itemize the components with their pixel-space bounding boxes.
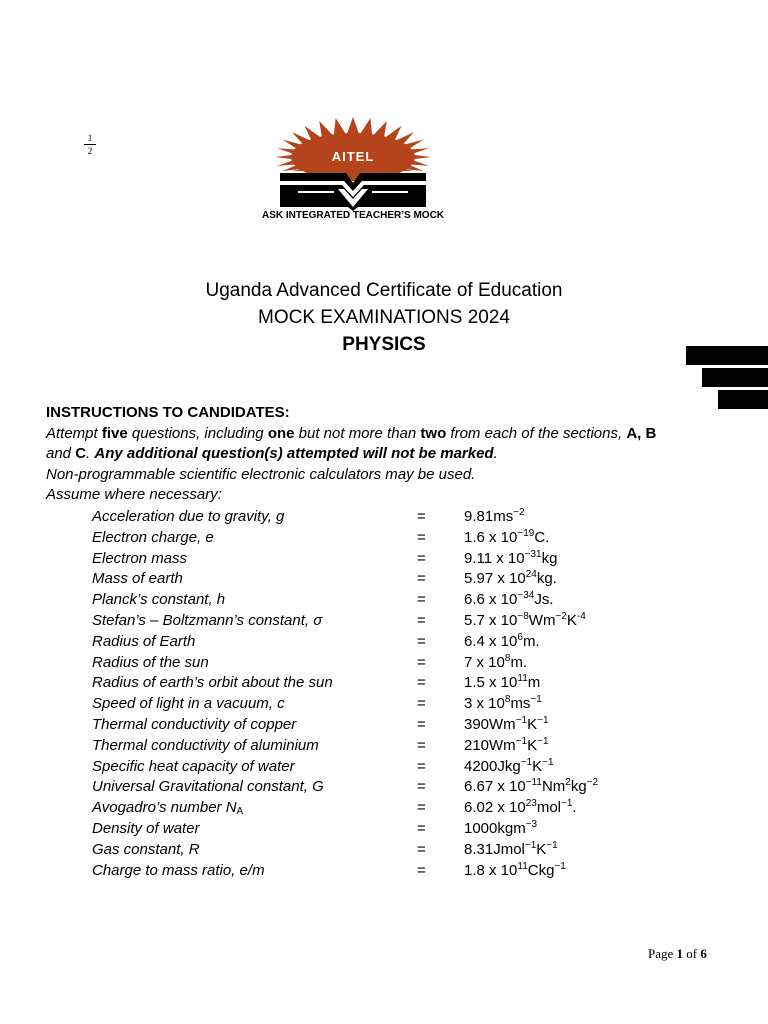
equals-sign: =: [417, 715, 426, 733]
equals-sign: =: [417, 611, 426, 629]
constant-label: Density of water: [92, 819, 200, 837]
exam-board-title: Uganda Advanced Certificate of Education: [205, 280, 563, 301]
equals-sign: =: [417, 549, 426, 567]
constant-value: 6.6 x $10^{-34}Js$.: [464, 590, 554, 609]
constant-row: [92, 590, 732, 611]
fraction-denominator: 2: [87, 146, 93, 156]
constant-value: 5.97 x $10^{24}kg$.: [464, 569, 557, 588]
constant-row: [92, 819, 732, 840]
instructions-block: [46, 403, 736, 506]
equals-sign: =: [417, 591, 426, 609]
redaction-bar-1: [686, 346, 768, 365]
constant-label: Stefan’s – Boltzmann’s constant, σ: [92, 611, 323, 629]
page-number: Page 1 of 6: [648, 946, 707, 961]
constant-row: [92, 715, 732, 736]
constant-value: 7 x $10^8m$.: [464, 652, 528, 671]
constant-label: Specific heat capacity of water: [92, 757, 295, 775]
constant-value: $390Wm^{-1}K^{-1}$: [464, 714, 549, 733]
constant-row: [92, 569, 732, 590]
constant-label: Planck’s constant, h: [92, 591, 226, 609]
instruction-line-3: Non-programmable scientific electronic calculators may be used.: [46, 465, 476, 483]
constant-value: 3 x $10^8ms^{-1}$: [464, 694, 542, 713]
aitel-logo: [258, 115, 448, 213]
constant-value: 1.5 x $10^{11}m$: [464, 673, 541, 692]
constant-label: Mass of earth: [92, 570, 183, 588]
fraction-bar: [84, 144, 96, 145]
equals-sign: =: [417, 861, 426, 879]
logo-brand-text: AITEL: [331, 149, 375, 164]
constant-label: Radius of Earth: [92, 632, 196, 650]
equals-sign: =: [417, 840, 426, 858]
equals-sign: =: [417, 819, 426, 837]
logo-caption: ASK INTEGRATED TEACHER’S MOCK: [261, 210, 445, 221]
fraction-numerator: 1: [87, 133, 93, 143]
constant-row: [92, 549, 732, 570]
constant-label: Gas constant, R: [92, 840, 200, 858]
constant-value: 6.67 x $10^{-11}Nm^2kg^{-2}$: [464, 777, 599, 796]
constant-value: 9.11 x $10^{-31}kg$: [464, 548, 558, 567]
constant-value: $9.81ms^{-2}$: [464, 507, 525, 525]
constant-row: [92, 861, 732, 882]
equals-sign: =: [417, 757, 426, 775]
constant-row: [92, 632, 732, 653]
equals-sign: =: [417, 508, 426, 525]
fraction-one-half: [84, 133, 96, 156]
constant-value: $210Wm^{-1}K^{-1}$: [464, 735, 549, 754]
constant-value: 1000kgm$^{-3}$: [464, 818, 538, 837]
constant-value: 6.4 x $10^6m$.: [464, 631, 540, 650]
constant-label: Avogadro’s number $N_A$: [92, 799, 244, 818]
equals-sign: =: [417, 674, 426, 692]
constant-label: Electron mass: [92, 549, 188, 567]
constant-label: Radius of the sun: [92, 653, 209, 671]
constant-row: [92, 798, 732, 819]
exam-series-title: MOCK EXAMINATIONS 2024: [258, 307, 510, 328]
equals-sign: =: [417, 653, 426, 671]
constant-value: 1.8 x $10^{11}Ckg^{-1}$: [464, 860, 566, 879]
constant-row: [92, 694, 732, 715]
equals-sign: =: [417, 778, 426, 796]
constant-value: $8.31Jmol^{-1}K^{-1}$: [464, 839, 558, 858]
constant-row: [92, 507, 732, 528]
equals-sign: =: [417, 528, 426, 546]
instruction-line-4: Assume where necessary:: [46, 486, 222, 503]
constant-row: [92, 840, 732, 861]
redaction-bar-2: [702, 368, 768, 387]
constant-label: Speed of light in a vacuum, c: [92, 695, 285, 713]
constant-label: Thermal conductivity of aluminium: [92, 736, 319, 754]
constant-label: Thermal conductivity of copper: [92, 715, 297, 733]
constant-row: [92, 611, 732, 632]
constant-row: [92, 528, 732, 549]
constant-label: Universal Gravitational constant, G: [92, 778, 324, 796]
equals-sign: =: [417, 632, 426, 650]
instruction-line-2: and C. Any additional question(s) attempted will not be marked.: [46, 445, 498, 462]
instructions-title: INSTRUCTIONS TO CANDIDATES:: [46, 404, 290, 421]
constant-label: Electron charge, e: [92, 528, 214, 546]
constant-value: 6.02 x $10^{23}mol^{-1}$.: [464, 798, 577, 817]
constant-row: [92, 757, 732, 778]
subject-title: PHYSICS: [342, 334, 426, 355]
equals-sign: =: [417, 736, 426, 754]
constant-label: Charge to mass ratio, e/m: [92, 861, 265, 879]
constants-table: [92, 507, 732, 881]
constant-value: 5.7 x $10^{-8}Wm^{-2}K^{-4}$: [464, 610, 586, 629]
constant-label: Radius of earth’s orbit about the sun: [92, 674, 333, 692]
instruction-line-1: Attempt five questions, including one but not more than two from each of the sections, A, B: [46, 424, 657, 442]
constant-row: [92, 653, 732, 674]
constant-value: 1.6 x $10^{-19}C$.: [464, 527, 550, 546]
constant-label: Acceleration due to gravity, g: [92, 508, 285, 525]
equals-sign: =: [417, 799, 426, 817]
constant-value: $4200Jkg^{-1}K^{-1}$: [464, 756, 554, 775]
constant-row: [92, 736, 732, 757]
constant-row: [92, 777, 732, 798]
equals-sign: =: [417, 570, 426, 588]
equals-sign: =: [417, 695, 426, 713]
constant-row: [92, 673, 732, 694]
